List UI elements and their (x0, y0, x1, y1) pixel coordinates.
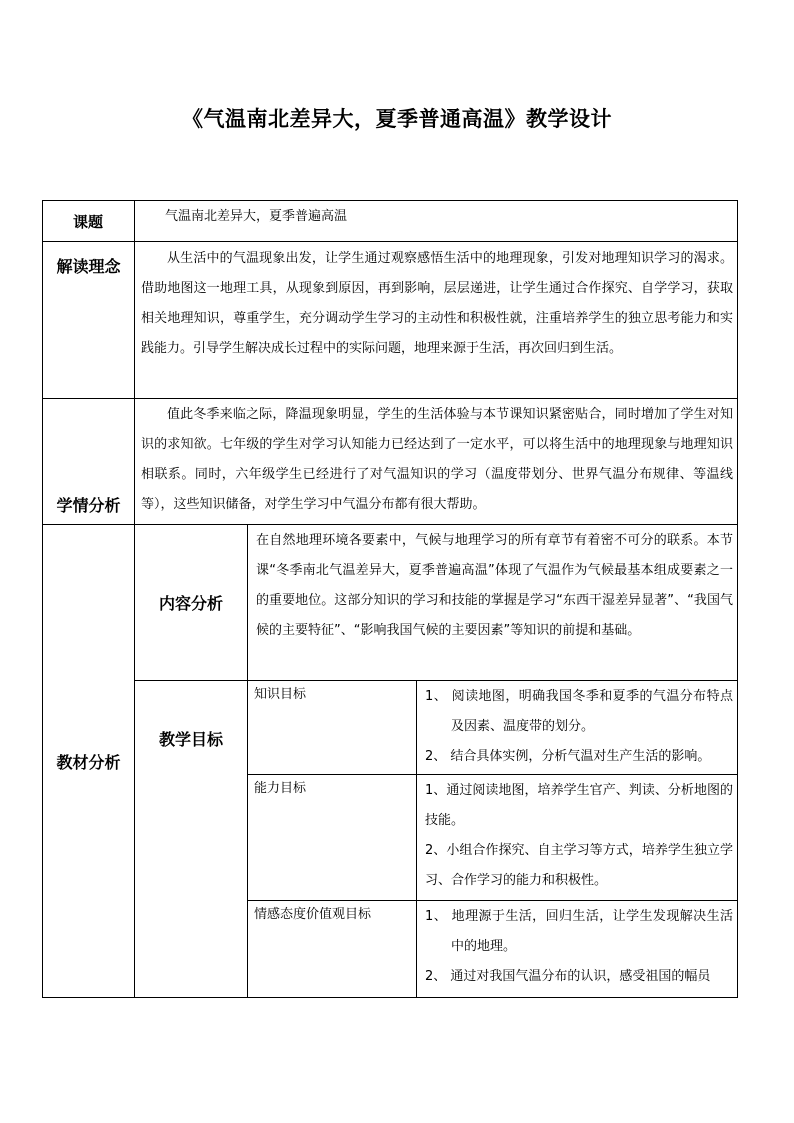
lesson-plan-table (42, 200, 738, 998)
ability-goal-cell (417, 775, 738, 901)
student-label-text: 学情分析 (56, 496, 121, 515)
content-analysis-cell (248, 525, 738, 681)
student-text: 值此冬季来临之际，降温现象明显，学生的生活体验与本节课知识紧密贴合，同时增加了学生对知识的求知欲。七年级的学生对学习认知能力已经达到了一定水平，可以将生活中的地理现象与地理知识相联系。同时，六年级学生已经进行了对气温知识的学习（温度带划分、世界气温分布规律、等温线等），这些知识储备，对学生学习中气温分布都有很大帮助。 (141, 407, 734, 512)
row-concept (43, 242, 738, 399)
row-knowledge-goal (43, 681, 738, 775)
content-analysis-label-text: 内容分析 (158, 594, 223, 613)
material-label (43, 525, 135, 998)
emotion-goal-label: 情感态度价值观目标 (254, 907, 372, 922)
row-content-analysis (43, 525, 738, 681)
concept-label (43, 242, 135, 399)
topic-label-text: 课题 (73, 213, 104, 231)
emotion-goal-item: 1、 地理源于生活，回归生活，让学生发现解决生活中的地理。 (425, 909, 734, 954)
topic-value-cell (135, 201, 738, 242)
content-analysis-label (135, 525, 248, 681)
ability-goal-label: 能力目标 (254, 781, 307, 796)
ability-goal-label-cell (248, 775, 417, 901)
row-student (43, 399, 738, 525)
emotion-goal-label-cell (248, 901, 417, 998)
ability-goal-item: 1、通过阅读地图，培养学生官产、判读、分析地图的技能。 (425, 783, 734, 828)
content-analysis-text: 在自然地理环境各要素中，气候与地理学习的所有章节有着密不可分的联系。本节课“冬季南北气温差异大，夏季普遍高温”体现了气温作为气候最基本组成要素之一的重要地位。这部分知识的学习和技能的掌握是学习“东西干湿差异显著”、“我国气候的主要特征”、“影响我国气候的主要因素”等知识的前提和基础。 (256, 533, 734, 638)
teaching-goals-label-text: 教学目标 (158, 730, 223, 749)
topic-value: 气温南北差异大，夏季普遍高温 (165, 209, 348, 224)
material-label-text: 教材分析 (56, 752, 121, 772)
concept-label-text: 解读理念 (56, 257, 121, 276)
concept-cell (135, 242, 738, 399)
page-title: 《气温南北差异大，夏季普通高温》教学设计 (182, 107, 612, 131)
teaching-goals-label (135, 681, 248, 998)
knowledge-goal-cell (417, 681, 738, 775)
concept-text: 从生活中的气温现象出发，让学生通过观察感悟生活中的地理现象，引发对地理知识学习的渴求。借助地图这一地理工具，从现象到原因，再到影响，层层递进，让学生通过合作探究、自学学习，获取相关地理知识，尊重学生，充分调动学生学习的主动性和积极性就，注重培养学生的独立思考能力和实践能力。引导学生解决成长过程中的实际问题，地理来源于生活，再次回归到生活。 (141, 251, 734, 356)
knowledge-goal-label: 知识目标 (254, 687, 307, 702)
knowledge-goal-item: 2、 结合具体实例，分析气温对生产生活的影响。 (425, 749, 711, 764)
student-cell (135, 399, 738, 525)
emotion-goal-cell (417, 901, 738, 998)
ability-goal-item: 2、小组合作探究、自主学习等方式，培养学生独立学习、合作学习的能力和积极性。 (425, 843, 734, 888)
row-topic (43, 201, 738, 242)
knowledge-goal-item: 1、 阅读地图，明确我国冬季和夏季的气温分布特点及因素、温度带的划分。 (425, 689, 734, 734)
knowledge-goal-label-cell (248, 681, 417, 775)
topic-label (43, 201, 135, 242)
student-label (43, 399, 135, 525)
emotion-goal-item: 2、 通过对我国气温分布的认识，感受祖国的幅员 (425, 969, 711, 984)
